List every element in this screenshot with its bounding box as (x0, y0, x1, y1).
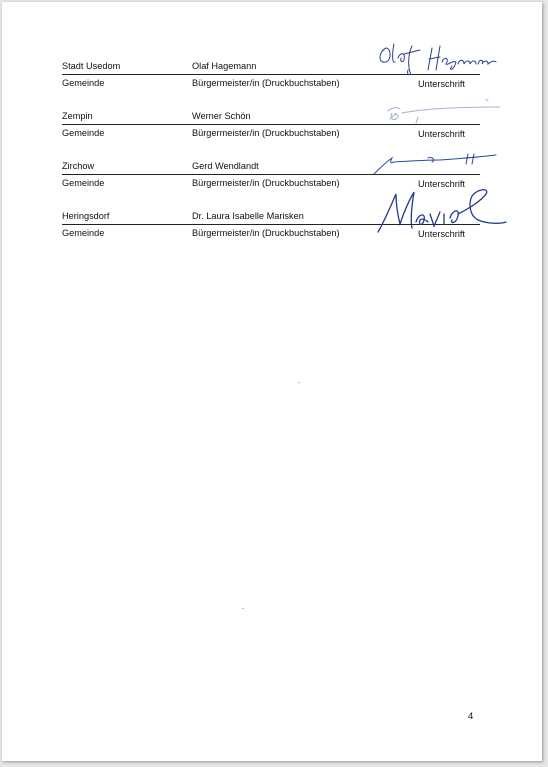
scan-speck (298, 382, 300, 383)
mayor-name: Olaf Hagemann (192, 61, 257, 71)
municipality-name: Heringsdorf (62, 211, 110, 221)
label-gemeinde: Gemeinde (62, 178, 105, 188)
document-page (2, 2, 542, 761)
signature-schoen (382, 95, 507, 127)
municipality-name: Stadt Usedom (62, 61, 121, 71)
label-mayor: Bürgermeister/in (Druckbuchstaben) (192, 128, 340, 138)
label-gemeinde: Gemeinde (62, 228, 105, 238)
label-signature: Unterschrift (418, 179, 465, 189)
label-gemeinde: Gemeinde (62, 78, 105, 88)
mayor-name: Gerd Wendlandt (192, 161, 259, 171)
mayor-name: Werner Schön (192, 111, 251, 121)
signature-hagemann (374, 40, 504, 80)
signature-marisken (374, 182, 509, 236)
municipality-name: Zirchow (62, 161, 95, 171)
page-number: 4 (468, 711, 474, 722)
municipality-name: Zempin (62, 111, 93, 121)
label-mayor: Bürgermeister/in (Druckbuchstaben) (192, 78, 340, 88)
scan-speck (242, 608, 244, 609)
label-signature: Unterschrift (418, 129, 465, 139)
signature-wendlandt (370, 148, 502, 178)
label-signature: Unterschrift (418, 79, 465, 89)
label-mayor: Bürgermeister/in (Druckbuchstaben) (192, 178, 340, 188)
label-signature: Unterschrift (418, 229, 465, 239)
label-mayor: Bürgermeister/in (Druckbuchstaben) (192, 228, 340, 238)
label-gemeinde: Gemeinde (62, 128, 105, 138)
mayor-name: Dr. Laura Isabelle Marisken (192, 211, 304, 221)
